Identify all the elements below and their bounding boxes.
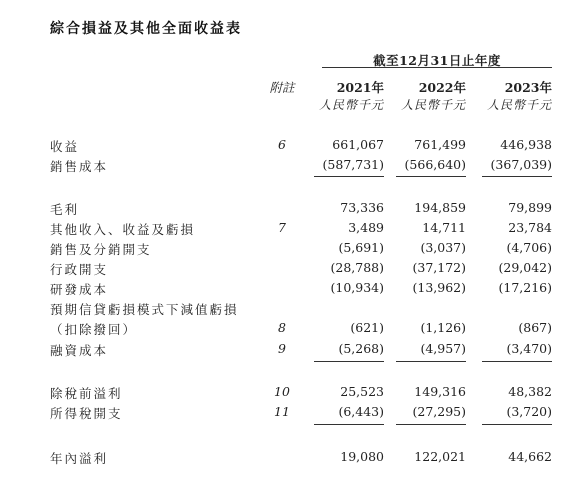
value-2023: 44,662 <box>508 449 552 464</box>
value-2022: 194,859 <box>414 200 466 215</box>
row-label: 銷售及分銷開支 <box>50 242 152 257</box>
row-note: 9 <box>278 341 286 356</box>
value-2023: (867) <box>518 320 552 335</box>
period-underline <box>322 67 552 68</box>
subtotal-rule <box>314 361 384 362</box>
row-note: 6 <box>278 137 286 152</box>
row-label: 毛利 <box>50 202 80 217</box>
table-row <box>0 280 579 300</box>
table-row <box>0 260 579 280</box>
value-2023: 446,938 <box>500 137 552 152</box>
year-header-2021: 2021年 <box>336 80 384 95</box>
value-2021: 25,523 <box>340 384 384 399</box>
value-2022: (1,126) <box>420 320 466 335</box>
subtotal-rule <box>482 176 552 177</box>
value-2022: (37,172) <box>412 260 466 275</box>
value-2022: 149,316 <box>414 384 466 399</box>
row-label: 年內溢利 <box>50 451 109 466</box>
subtotal-rule <box>396 424 466 425</box>
table-row <box>0 384 579 404</box>
value-2023: (367,039) <box>490 157 552 172</box>
note-column-header: 附註 <box>269 80 295 95</box>
table-row <box>0 300 579 320</box>
row-note: 11 <box>274 404 290 419</box>
value-2023: 48,382 <box>508 384 552 399</box>
row-label: 行政開支 <box>50 262 109 277</box>
unit-header-2021: 人民幣千元 <box>318 98 384 112</box>
value-2021: 3,489 <box>348 220 384 235</box>
unit-header-2023: 人民幣千元 <box>486 98 552 112</box>
table-row <box>0 404 579 424</box>
table-row <box>0 200 579 220</box>
value-2021: (587,731) <box>322 157 384 172</box>
table-row <box>0 341 579 361</box>
value-2023: 79,899 <box>508 200 552 215</box>
row-label: 收益 <box>50 139 80 154</box>
year-header-2022: 2022年 <box>418 80 466 95</box>
value-2023: (29,042) <box>498 260 552 275</box>
statement-title: 綜合損益及其他全面收益表 <box>50 21 242 37</box>
row-label: 預期信貸虧損模式下減值虧損 <box>50 302 239 317</box>
subtotal-rule <box>314 424 384 425</box>
value-2022: (13,962) <box>412 280 466 295</box>
value-2023: (17,216) <box>498 280 552 295</box>
row-label: 除稅前溢利 <box>50 386 123 401</box>
value-2022: (27,295) <box>412 404 466 419</box>
row-note: 8 <box>278 320 286 335</box>
value-2022: 122,021 <box>414 449 466 464</box>
value-2022: 761,499 <box>414 137 466 152</box>
subtotal-rule <box>314 176 384 177</box>
value-2021: (621) <box>350 320 384 335</box>
value-2022: (4,957) <box>420 341 466 356</box>
value-2022: (566,640) <box>404 157 466 172</box>
value-2021: (5,691) <box>338 240 384 255</box>
value-2021: (5,268) <box>338 341 384 356</box>
unit-header-2022: 人民幣千元 <box>400 98 466 112</box>
table-row <box>0 157 579 177</box>
value-2021: (10,934) <box>330 280 384 295</box>
value-2023: (3,720) <box>506 404 552 419</box>
row-label: 其他收入、收益及虧損 <box>50 222 196 237</box>
row-label: 銷售成本 <box>50 159 109 174</box>
value-2023: (3,470) <box>506 341 552 356</box>
value-2023: 23,784 <box>508 220 552 235</box>
value-2021: (6,443) <box>338 404 384 419</box>
subtotal-rule <box>482 424 552 425</box>
year-header-2023: 2023年 <box>504 80 552 95</box>
subtotal-rule <box>396 361 466 362</box>
value-2021: 661,067 <box>332 137 384 152</box>
value-2021: 19,080 <box>340 449 384 464</box>
row-note: 7 <box>278 220 286 235</box>
value-2021: (28,788) <box>330 260 384 275</box>
table-row <box>0 137 579 157</box>
value-2022: 14,711 <box>422 220 466 235</box>
table-row <box>0 320 579 340</box>
value-2023: (4,706) <box>506 240 552 255</box>
subtotal-rule <box>396 176 466 177</box>
row-label: （扣除撥回） <box>50 322 138 337</box>
value-2022: (3,037) <box>420 240 466 255</box>
row-note: 10 <box>274 384 290 399</box>
table-row <box>0 220 579 240</box>
row-label: 所得稅開支 <box>50 406 123 421</box>
subtotal-rule <box>482 361 552 362</box>
period-heading: 截至12月31日止年度 <box>373 53 501 68</box>
value-2021: 73,336 <box>340 200 384 215</box>
row-label: 研發成本 <box>50 282 109 297</box>
table-row <box>0 449 579 469</box>
table-row <box>0 240 579 260</box>
row-label: 融資成本 <box>50 343 109 358</box>
